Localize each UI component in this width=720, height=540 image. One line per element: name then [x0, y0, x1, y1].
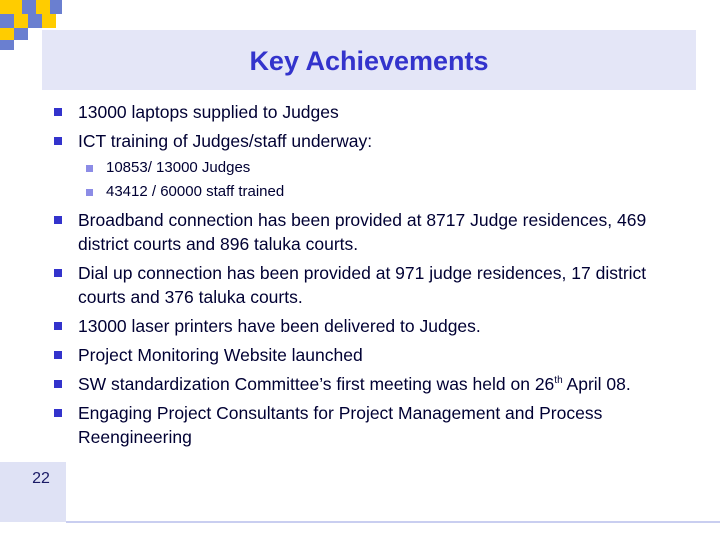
bullet-item — [52, 129, 692, 153]
square-bullet-icon — [54, 269, 62, 277]
square-bullet-icon — [54, 137, 62, 145]
sub-bullet-text: 10853/ 13000 Judges — [106, 159, 251, 176]
footer-divider — [66, 521, 720, 523]
slide-title: Key Achievements — [249, 45, 489, 76]
square-bullet-icon — [54, 409, 62, 417]
title-band — [42, 30, 696, 90]
bullet-text-end: April 08. — [562, 374, 631, 394]
bullet-text: Dial up connection has been provided at 971 judge residences, 17 district courts and 376 taluka courts. — [78, 263, 647, 307]
bullet-text: 13000 laser printers have been delivered to Judges. — [78, 316, 481, 336]
ordinal-suffix: th — [554, 375, 563, 387]
bullet-item — [52, 401, 692, 449]
corner-square — [0, 40, 14, 50]
square-bullet-icon — [54, 351, 62, 359]
corner-square — [14, 14, 28, 28]
sub-bullet-list — [52, 156, 692, 204]
corner-square — [36, 0, 50, 14]
bullet-text: ICT training of Judges/staff underway: — [78, 131, 373, 151]
sub-bullet-item — [86, 156, 692, 180]
square-bullet-icon — [54, 380, 62, 388]
corner-square — [28, 14, 42, 28]
square-bullet-icon — [54, 216, 62, 224]
square-bullet-icon — [86, 189, 93, 196]
corner-square — [22, 0, 36, 14]
sub-bullet-text: 43412 / 60000 staff trained — [106, 183, 285, 200]
bullet-item — [52, 261, 692, 309]
square-bullet-icon — [54, 108, 62, 116]
corner-square — [0, 28, 14, 40]
bullet-item — [52, 343, 692, 367]
bullet-item — [52, 372, 692, 396]
bullet-item — [52, 208, 692, 256]
corner-square — [42, 14, 56, 28]
corner-square — [0, 0, 22, 14]
bullet-item — [52, 100, 692, 124]
bullet-text: Project Monitoring Website launched — [78, 345, 363, 365]
sub-bullet-item — [86, 180, 692, 204]
bullet-item — [52, 314, 692, 338]
page-number: 22 — [32, 470, 50, 487]
bullet-text — [78, 374, 631, 394]
corner-square — [50, 0, 62, 14]
bullet-text: 13000 laptops supplied to Judges — [78, 102, 339, 122]
bullet-list — [52, 100, 692, 454]
square-bullet-icon — [86, 165, 93, 172]
square-bullet-icon — [54, 322, 62, 330]
bullet-text: Engaging Project Consultants for Project Management and Process Reengineering — [78, 403, 603, 447]
corner-square — [14, 28, 28, 40]
corner-square — [0, 14, 14, 28]
bullet-text: Broadband connection has been provided at 8717 Judge residences, 469 district courts and 896 taluka courts. — [78, 210, 647, 254]
bullet-text-start: SW standardization Committee’s first meeting was held on 26 — [78, 374, 555, 394]
